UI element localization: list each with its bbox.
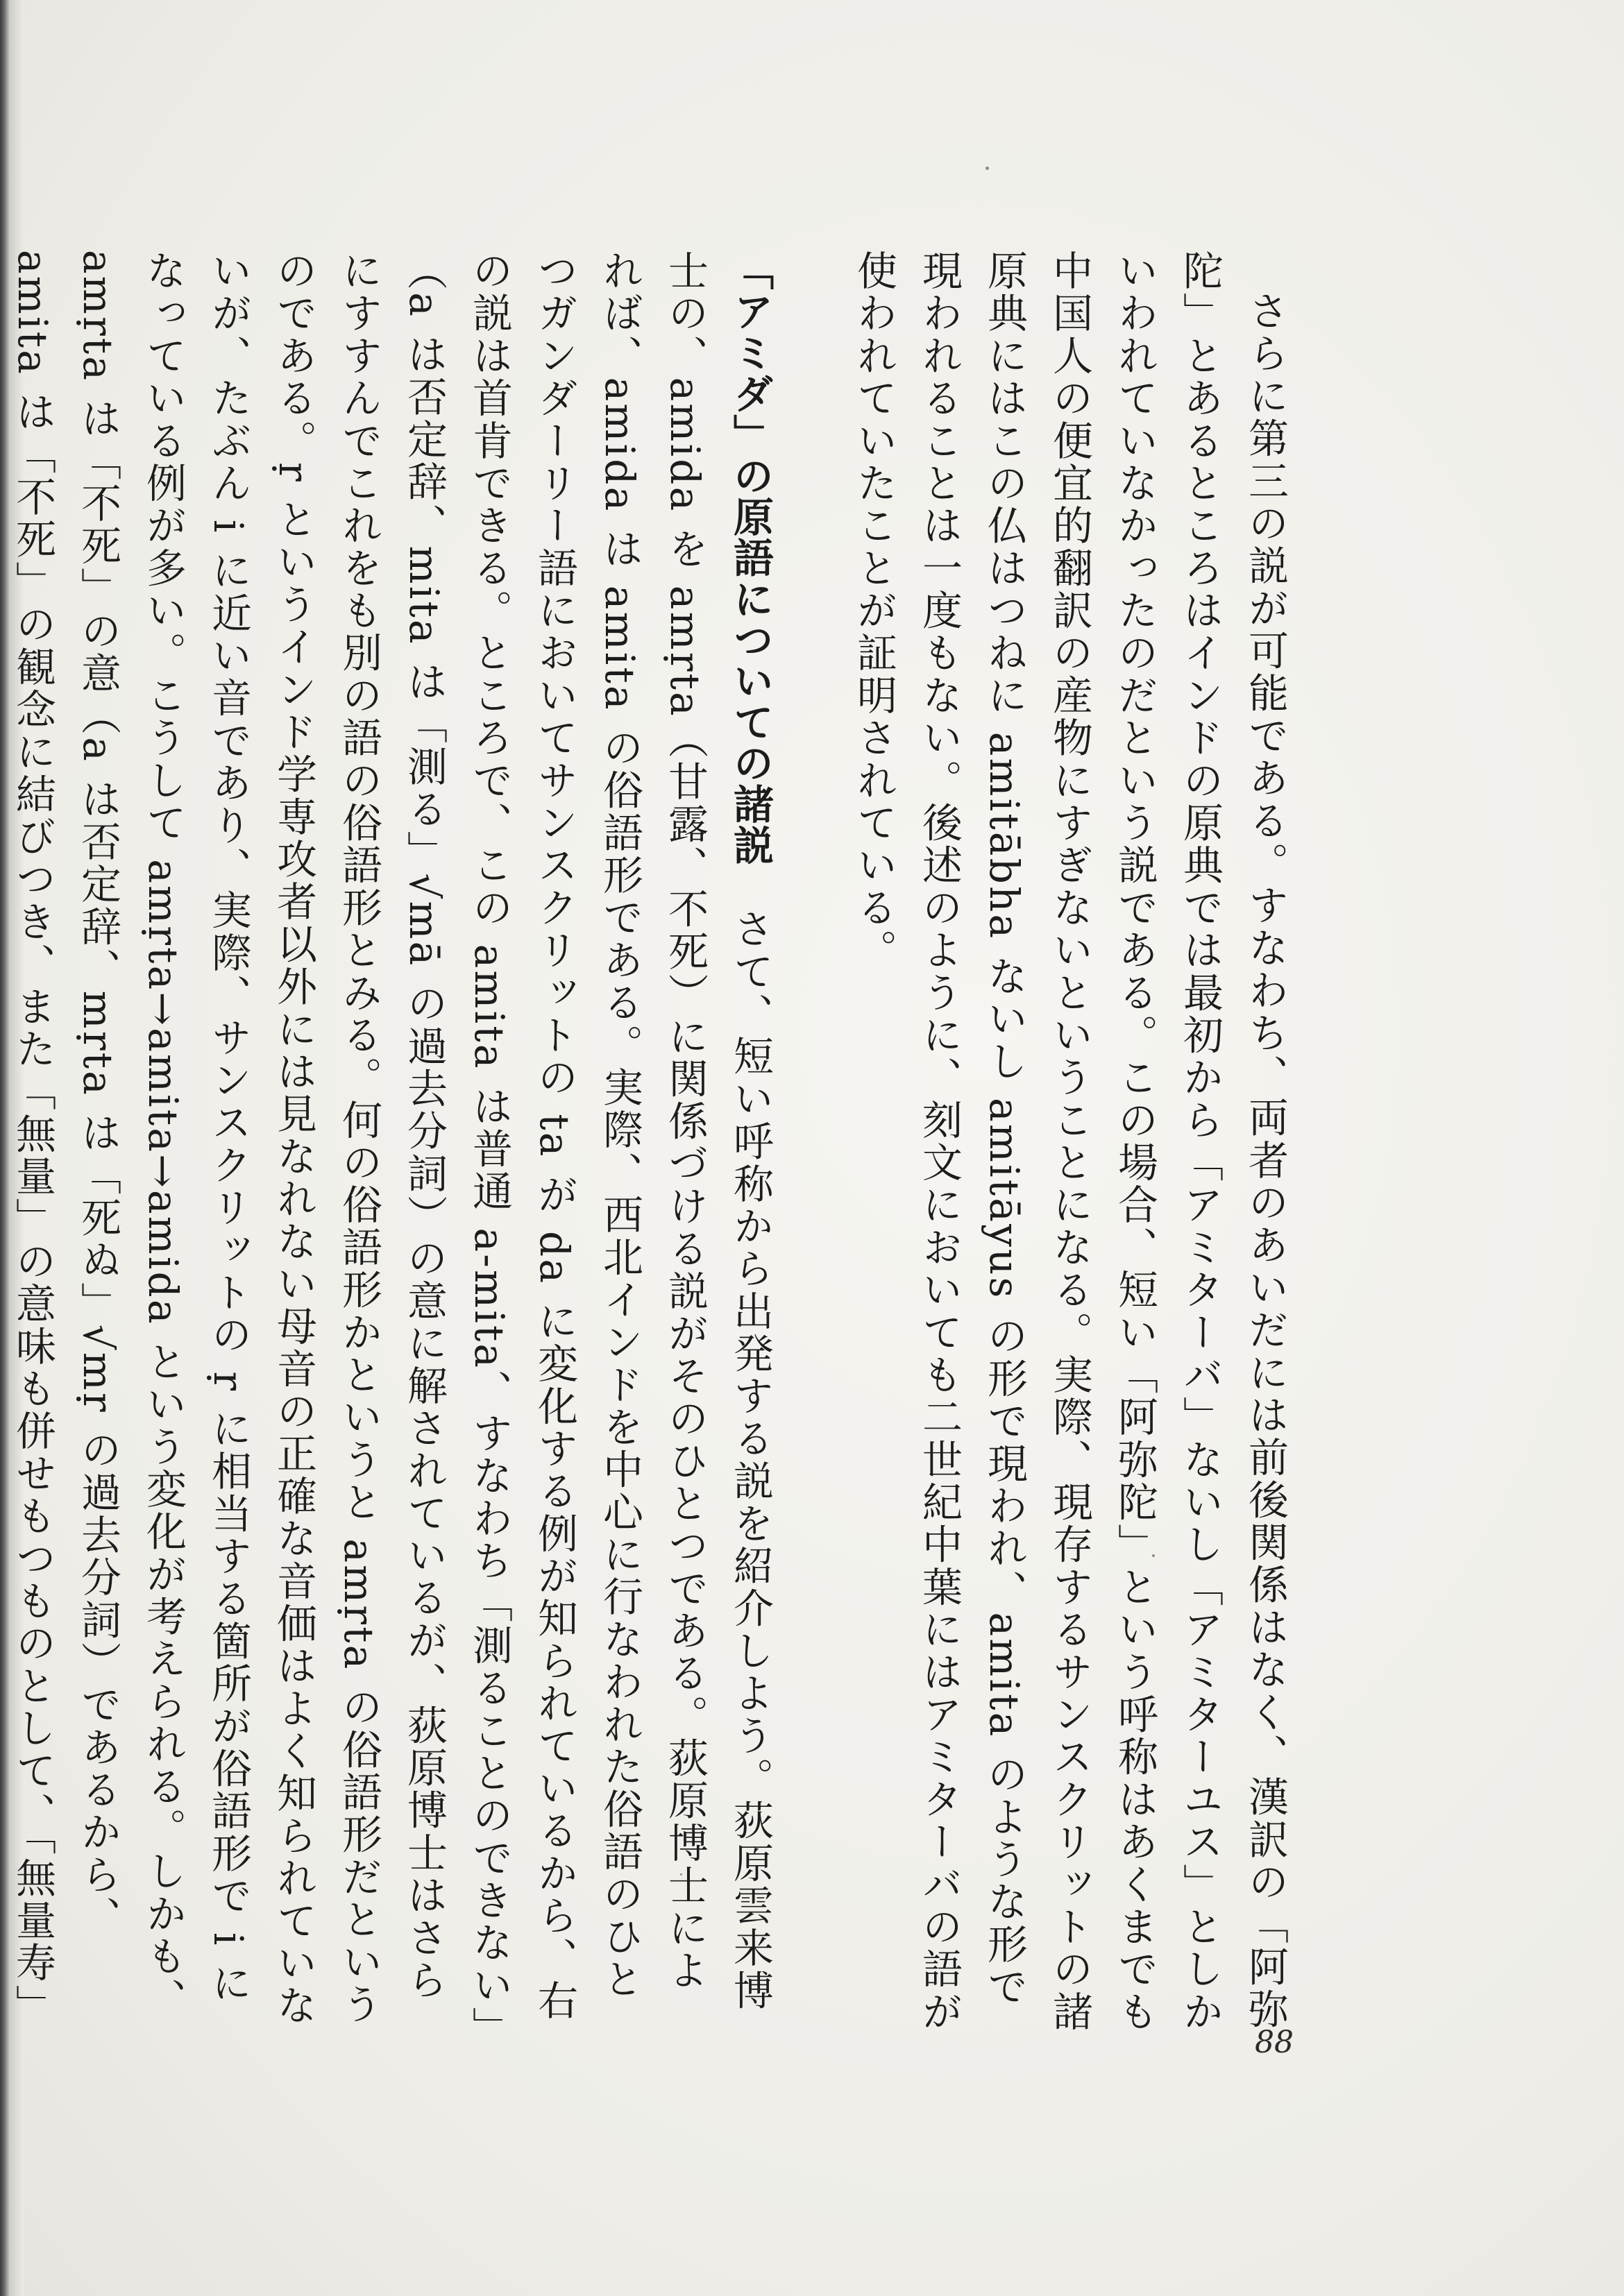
section-gap (783, 250, 841, 2033)
section-heading: 「アミダ」の原語についての諸説 (727, 250, 774, 866)
vertical-text-body (9, 250, 1298, 2033)
paragraph-third-theory: さらに第三の説が可能である。すなわち、両者のあいだには前後関係はなく、漢訳の「阿弥陀」とあるところはインドの原典では最初から「アミターバ」ないし「アミターユス」としかいわれていなかったのだという説である。この場合、短い「阿弥陀」という呼称はあくまでも中国人の便宜的翻訳の産物にすぎないということになる。実際、現存するサンスクリットの諸原典にはこの仏はつねに amitābha ないし amitāyus の形で現われ、amita のような形で現われることは一度もない。後述のように、刻文においても二世紀中葉にはアミターバの語が使われていたことが証明されている。 (850, 250, 1289, 2033)
page-number: 88 (1255, 2025, 1294, 2060)
paper-speck (986, 167, 989, 170)
section-body: さて、短い呼称から出発する説を紹介しよう。荻原雲来博士の、amida を amṛta（甘露、不死）に関係づける説がそのひとつである。荻原博士によれば、amida は amita の俗語形である。実際、西北インドを中心に行なわれた俗語のひとつガンダーリー語においてサンスクリットの ta が da に変化する例が知られているから、右の説は首肯できる。ところで、この amita は普通 a-mita、すなわち「測ることのできない」（a は否定辞、mita は「測る」√mā の過去分詞）の意に解されているが、荻原博士はさらにすすんでこれをも別の語の俗語形とみる。何の俗語形かというと amṛta の俗語形だというのである。ṛ というインド学専攻者以外には見なれない母音の正確な音価はよく知られていないが、たぶん i に近い音であり、実際、サンスクリットの ṛ に相当する箇所が俗語形で i になっている例が多い。こうして amṛta→amita→amida という変化が考えられる。しかも、amṛta は「不死」の意（a は否定辞、mṛta は「死ぬ」√mṛ の過去分詞）であるから、amita は「不死」の観念に結びつき、また「無量」の意味も併せもつものとして、「無量寿」 (9, 250, 774, 2030)
section-paragraph (0, 250, 783, 2033)
